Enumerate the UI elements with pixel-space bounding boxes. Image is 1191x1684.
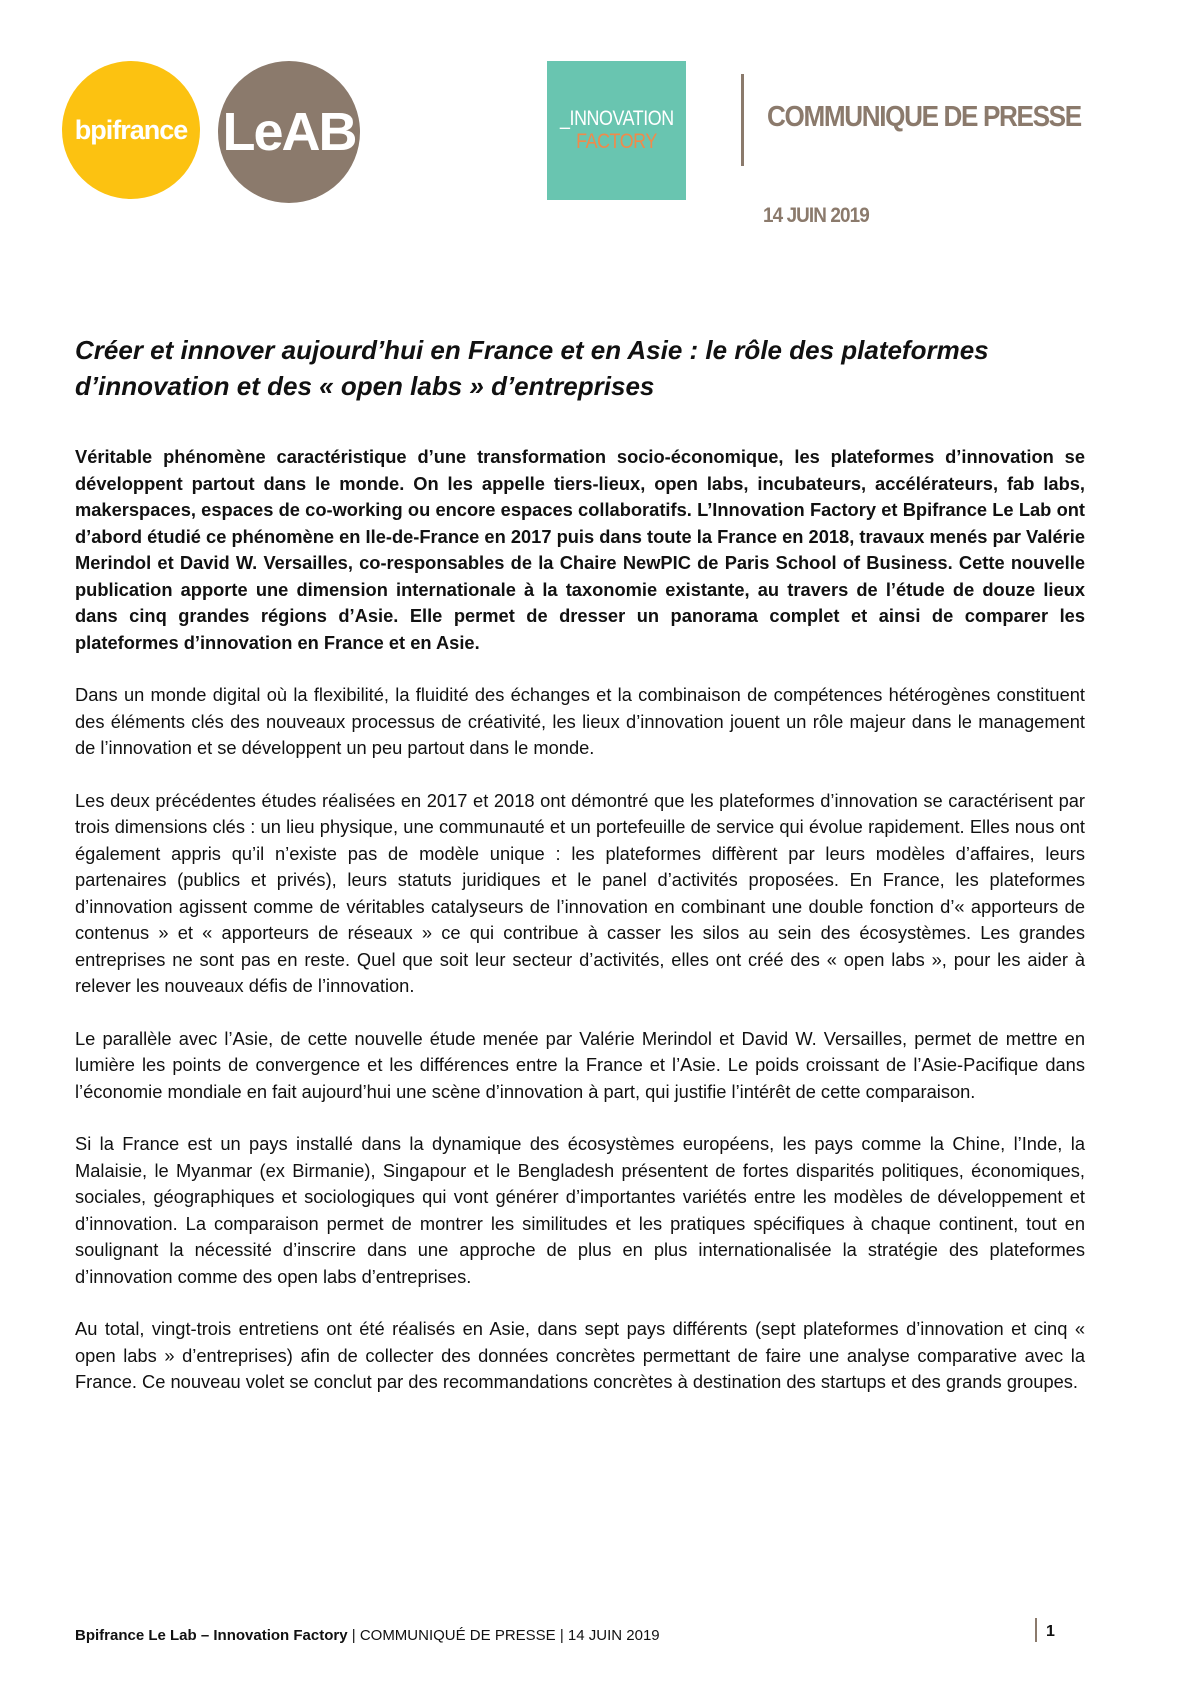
footer-org: Bpifrance Le Lab – Innovation Factory — [75, 1627, 348, 1644]
bpifrance-logo — [62, 61, 200, 199]
body-paragraph: Dans un monde digital où la flexibilité, la fluidité des échanges et la combinaison de compétences hétérogènes constituent des éléments clés des nouveaux processus de créativité, les lieux d’innovation jouent un rôle majeur dans le management de l’innovation et se développent un peu partout dans le monde. — [75, 684, 1085, 758]
page-number: 1 — [1046, 1623, 1055, 1640]
document-body — [75, 444, 1085, 1422]
footer-text — [75, 1627, 660, 1644]
footer-label: COMMUNIQUÉ DE PRESSE — [359, 1627, 556, 1644]
body-paragraph: Les deux précédentes études réalisées en 2017 et 2018 ont démontré que les plateformes d’innovation se caractérisent par trois dimensions clés : un lieu physique, une communauté et un portefeuille de service qui évolue rapidement. Elles nous ont également appris qu’il n’existe pas de modèle unique : les plateformes diffèrent par leurs modèles d’affaires, leurs partenaires (publics et privés), leurs statuts juridiques et le panel d’activités proposées. En France, les plateformes d’innovation agissent comme de véritables catalyseurs de l’innovation en combinant une double fonction d’« apporteurs de contenus » et « apporteurs de réseaux » ce qui contribue à casser les silos au sein des écosystèmes. Les grandes entreprises ne sont pas en reste. Quel que soit leur secteur d’activités, elles ont créé des « open labs », pour les aider à relever les nouveaux défis de l’innovation. — [75, 789, 1085, 996]
innovation-factory-logo-line1: _INNOVATION — [559, 107, 674, 131]
press-release-date: 14 JUIN 2019 — [763, 204, 869, 227]
body-paragraph: Si la France est un pays installé dans la dynamique des écosystèmes européens, les pays comme la Chine, l’Inde, la Malaisie, le Myanmar (ex Birmanie), Singapour et le Bengladesh présentent de fortes disparités politiques, économiques, sociales, géographiques et sociologiques qui vont générer d’importantes variétés entre les modèles de développement et d’innovation. La comparaison permet de montrer les similitudes et les pratiques spécifiques à chaque continent, tout en soulignant la nécessité d’inscrire dans une approche de plus en plus internationalisée la stratégie des plateformes d’innovation comme des open labs d’entreprises. — [75, 1133, 1085, 1287]
footer-date: 14 JUIN 2019 — [567, 1627, 660, 1644]
header-divider — [741, 74, 744, 166]
footer-separator: | — [559, 1627, 564, 1644]
body-paragraph: Le parallèle avec l’Asie, de cette nouvelle étude menée par Valérie Merindol et David W. Versailles, permet de mettre en lumière les points de convergence et les différences entre la France et l’Asie. Le poids croissant de l’Asie-Pacifique dans l’économie mondiale en fait aujourd’hui une scène d’innovation à part, qui justifie l’intérêt de cette comparaison. — [75, 1027, 1085, 1102]
le-lab-logo — [218, 61, 360, 203]
footer-separator: | — [351, 1627, 356, 1644]
innovation-factory-logo-line2: FACTORY — [576, 129, 657, 153]
innovation-factory-logo — [547, 61, 686, 200]
footer-divider — [1035, 1618, 1037, 1642]
lead-paragraph: Véritable phénomène caractéristique d’une transformation socio-économique, les plateformes d’innovation se développent partout dans le monde. On les appelle tiers-lieux, open labs, incubateurs, accélérateurs, fab labs, makerspaces, espaces de co-working ou encore espaces collaboratifs. L’Innovation Factory et Bpifrance Le Lab ont d’abord étudié ce phénomène en Ile-de-France en 2017 puis dans toute la France en 2018, travaux menés par Valérie Merindol et David W. Versailles, co-responsables de la Chaire NewPIC de Paris School of Business. Cette nouvelle publication apporte une dimension internationale à la taxonomie existante, au travers de l’étude de douze lieux dans cinq grandes régions d’Asie. Elle permet de dresser un panorama complet et ainsi de comparer les plateformes d’innovation en France et en Asie. — [75, 446, 1085, 653]
body-paragraph: Au total, vingt-trois entretiens ont été réalisés en Asie, dans sept pays différents (sept plateformes d’innovation et cinq « open labs » d’entreprises) afin de collecter des données concrètes permettant de faire une analyse comparative avec la France. Ce nouveau volet se conclut par des recommandations concrètes à destination des startups et des grands groupes. — [75, 1318, 1085, 1392]
press-release-heading: COMMUNIQUE DE PRESSE — [767, 101, 1081, 133]
bpifrance-logo-text: bpifrance — [74, 114, 188, 145]
le-lab-logo-text: LeAB — [222, 102, 356, 162]
document-title: Créer et innover aujourd’hui en France et en Asie : le rôle des plateformes d’innovation et des « open labs » d’entreprises — [75, 335, 989, 401]
